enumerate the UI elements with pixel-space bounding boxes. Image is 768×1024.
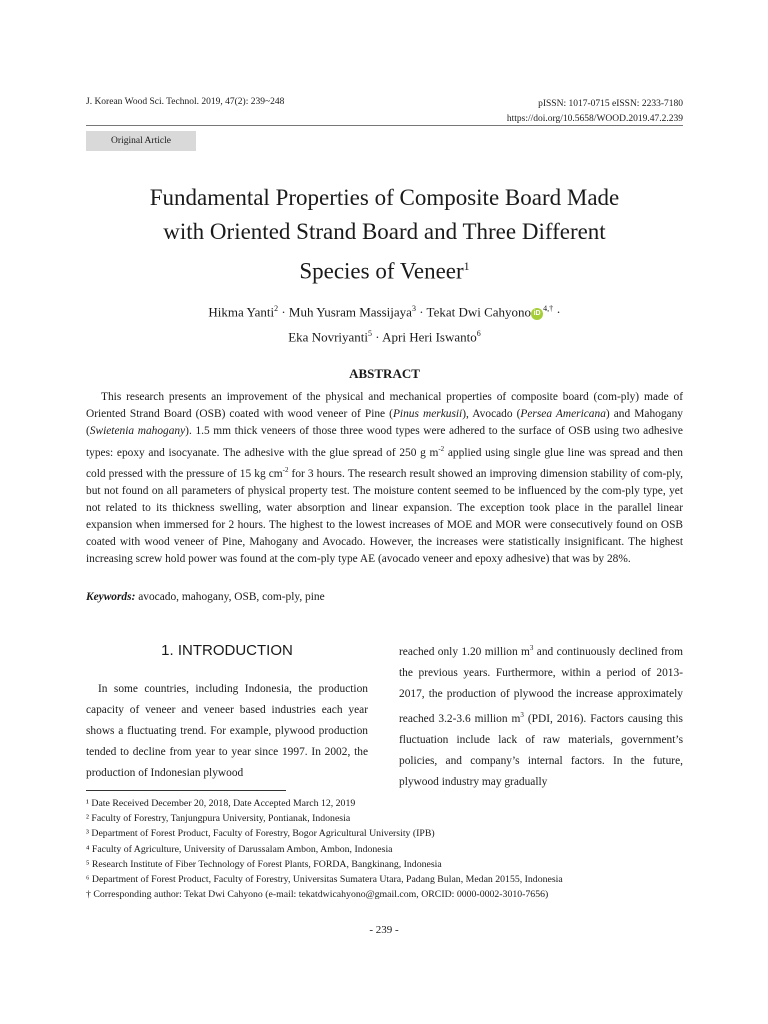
unit-exponent: 3 xyxy=(520,710,524,719)
title-line-1: Fundamental Properties of Composite Board Made xyxy=(149,185,620,210)
article-type-badge: Original Article xyxy=(86,131,196,151)
header-rule xyxy=(86,125,683,126)
journal-citation: J. Korean Wood Sci. Technol. 2019, 47(2): 239~248 xyxy=(86,97,285,107)
abstract-text: for 3 hours. The research result showed an improving dimension stability of com-ply, but not found on all parameters of physical property test. The moisture content seemed to be influenced by the com-ply type, yet not related to its thickness swelling, water absorption and linear expansion. The exception took place in the parallel linear expansion when immersed for 2 hours. The highest to the lowest increases of MOE and MOR were consecutively found on OSB coated with wood veneer of Pine, Mahogany and Avocado. However, the increases were statistically insignificant. The highest increasing screw hold power was found at the com-ply type AE (avocado veneer and epoxy adhesive) that was by 28%. xyxy=(86,467,683,566)
unit-exponent: -2 xyxy=(282,465,289,474)
title-footnote-mark: 1 xyxy=(463,259,470,273)
keywords xyxy=(86,591,683,603)
species-pine: Pinus merkusii xyxy=(392,408,463,421)
author-affil: 6 xyxy=(476,329,481,339)
footnote-item: ⁶ Department of Forest Product, Faculty of Forestry, Universitas Sumatera Utara, Padang Bulan, Medan 20155, Indonesia xyxy=(86,874,563,886)
abstract-text: This research presents an improvement of the physical and mechanical properties of composite board (com-ply) made of Oriented Strand Board (OSB) coated with wood veneer of Pine ( xyxy=(86,391,683,421)
abstract-text: ) and Mahogany ( xyxy=(86,408,683,438)
author-list: Hikma Yanti$^2$ · Muh Yusram Massijaya$^3$ · Tekat Dwi Cahyono $iD^{4,\dagger}$ · Eka Novriyanti$^5$ · Apri Heri Iswanto$^6$ xyxy=(208,304,561,345)
section-heading-introduction: 1. INTRODUCTION xyxy=(161,642,293,659)
title-line-3: Species of Veneer xyxy=(299,258,464,284)
author-name: Eka Novriyanti xyxy=(288,329,369,345)
intro-text: and continuously declined from the previous years. Furthermore, within a period of 2013-2017, the production of plywood the increase approximately reached 3.2-3.6 million m xyxy=(399,645,683,725)
orcid-icon[interactable]: iD xyxy=(531,308,543,320)
abstract-body xyxy=(86,389,683,569)
footnote-item: † Corresponding author: Tekat Dwi Cahyono (e-mail: tekatdwicahyono@gmail.com, ORCID: 0000-0002-3010-7656) xyxy=(86,889,549,901)
article-title xyxy=(86,181,683,289)
footnote-item: ³ Department of Forest Product, Faculty of Forestry, Bogor Agricultural University (IPB) xyxy=(86,828,435,840)
page-number: - 239 - xyxy=(369,924,399,936)
author-affil: 5 xyxy=(368,329,373,339)
keywords-text: avocado, mahogany, OSB, com-ply, pine xyxy=(138,591,325,603)
footnote-item: ⁵ Research Institute of Fiber Technology of Forest Plants, FORDA, Bangkinang, Indonesia xyxy=(86,858,442,870)
issn-doi-block xyxy=(507,97,683,127)
intro-text: (PDI, 2016). Factors causing this fluctuation include lack of raw materials, government’s policies, and company’s internal factors. In the future, plywood industry may gradually xyxy=(399,712,683,788)
title-line-2: with Oriented Strand Board and Three Different xyxy=(163,219,606,244)
species-avocado: Persea Americana xyxy=(520,408,606,421)
author-affil: 2 xyxy=(274,304,279,313)
intro-right-column xyxy=(399,638,683,793)
abstract-text: applied using single glue line was spread and then cold pressed with the pressure of 15 kg cm xyxy=(86,446,683,480)
species-mahogany: Swietenia mahogany xyxy=(89,425,186,438)
abstract-heading: ABSTRACT xyxy=(349,366,420,381)
abstract-text: ), Avocado ( xyxy=(462,408,521,421)
author-affil: 4,† xyxy=(543,304,554,313)
author-name: Apri Heri Iswanto xyxy=(382,329,477,345)
footnote-item: ⁴ Faculty of Agriculture, University of Darussalam Ambon, Ambon, Indonesia xyxy=(86,843,393,855)
intro-left-column: In some countries, including Indonesia, the production capacity of veneer and veneer based industries each year shows a fluctuating trend. For example, plywood production tended to decline from year to year since 1997. In 2002, the production of Indonesian plywood xyxy=(86,683,368,779)
author-name: Tekat Dwi Cahyono xyxy=(426,304,532,320)
author-affil: 3 xyxy=(411,304,416,313)
footnote-item: ¹ Date Received December 20, 2018, Date Accepted March 12, 2019 xyxy=(86,798,356,809)
doi-link[interactable]: https://doi.org/10.5658/WOOD.2019.47.2.239 xyxy=(506,114,683,124)
intro-text: reached only 1.20 million m xyxy=(399,645,530,658)
keywords-label: Keywords: xyxy=(86,591,136,603)
abstract-text: ). 1.5 mm thick veneers of those three wood types were adhered to the surface of OSB using two adhesive types: epoxy and isocyanate. The adhesive with the glue spread of 250 g m xyxy=(86,425,683,459)
author-name: Muh Yusram Massijaya xyxy=(288,304,412,320)
author-name: Hikma Yanti xyxy=(208,304,275,320)
unit-exponent: -2 xyxy=(438,444,445,453)
issn: pISSN: 1017-0715 eISSN: 2233-7180 xyxy=(538,99,683,109)
footnotes xyxy=(86,796,683,902)
footnote-item: ² Faculty of Forestry, Tanjungpura University, Pontianak, Indonesia xyxy=(86,813,351,825)
unit-exponent: 3 xyxy=(529,644,534,652)
footnote-rule xyxy=(86,790,286,791)
